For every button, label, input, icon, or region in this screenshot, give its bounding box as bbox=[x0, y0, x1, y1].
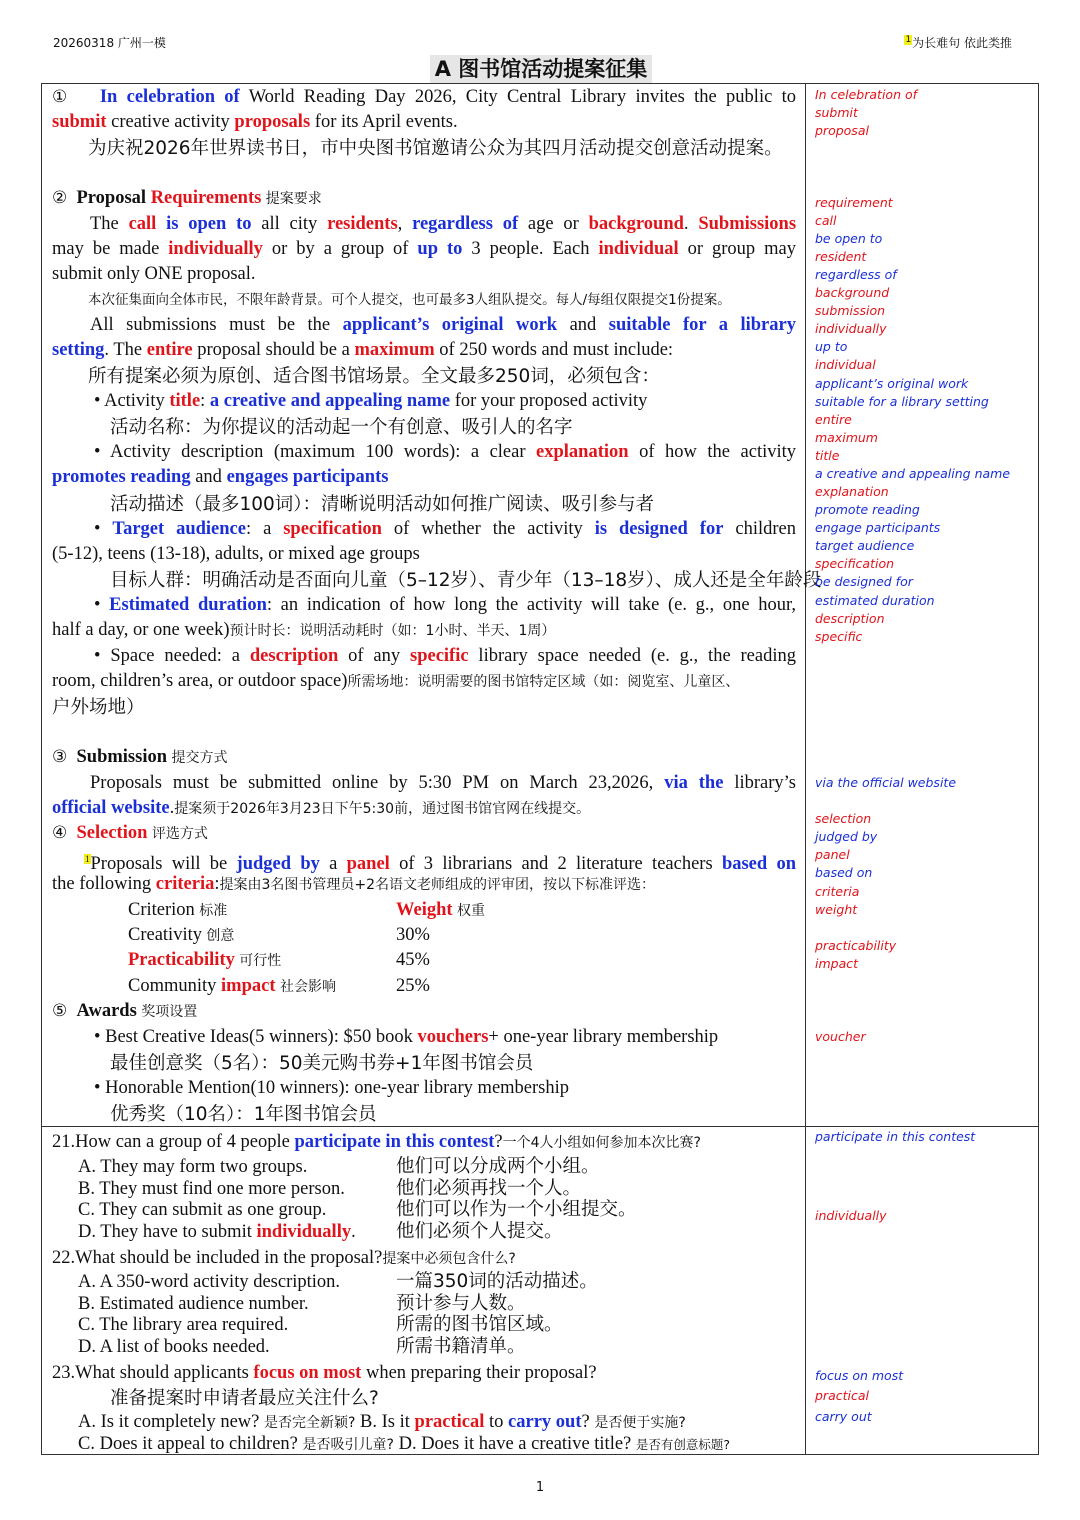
text: 22.What should be included in the proposal? bbox=[52, 1248, 383, 1268]
text: + one-year library membership bbox=[488, 1027, 719, 1047]
vocab-note: weight bbox=[815, 902, 858, 917]
vocab-note: resident bbox=[815, 249, 867, 264]
vocab-note: carry out bbox=[815, 1409, 872, 1424]
s1-translation: 为庆祝2026年世界读书日，市中央图书馆邀请公众为其四月活动提交创意活动提案。 bbox=[88, 138, 783, 159]
text: to bbox=[484, 1412, 509, 1432]
vocab-note: maximum bbox=[815, 430, 878, 445]
vocab-note: voucher bbox=[815, 1029, 866, 1044]
term: Estimated duration bbox=[109, 595, 267, 615]
text: 标准 bbox=[194, 903, 228, 919]
criteria-weight: 45% bbox=[396, 950, 430, 970]
vocab-note: In celebration of bbox=[815, 87, 918, 102]
vocab-note: via the official website bbox=[815, 775, 957, 790]
page-number: 1 bbox=[535, 1480, 545, 1495]
vocab-note: explanation bbox=[815, 484, 889, 499]
bullet-space bbox=[94, 644, 796, 669]
vocab-note: up to bbox=[815, 339, 848, 354]
criteria-weight: 30% bbox=[396, 925, 430, 945]
vocab-note: participate in this contest bbox=[815, 1129, 976, 1144]
term: is open to bbox=[166, 214, 252, 234]
text: D. Does it have a creative title? bbox=[393, 1434, 636, 1454]
text: • bbox=[94, 519, 113, 539]
term: criteria bbox=[155, 874, 215, 894]
vocab-note: target audience bbox=[815, 538, 915, 553]
vocab-note: specification bbox=[815, 556, 895, 571]
criteria-row bbox=[128, 974, 336, 1000]
term: title bbox=[169, 391, 201, 411]
vocab-note: practical bbox=[815, 1388, 869, 1403]
text: 权重 bbox=[452, 903, 485, 919]
vocab-note: engage participants bbox=[815, 520, 941, 535]
s2-line5 bbox=[52, 338, 673, 363]
text: for your proposed activity bbox=[450, 391, 648, 411]
option-21c: C. They can submit as one group. bbox=[78, 1200, 327, 1220]
option-22b-translation: 预计参与人数。 bbox=[396, 1293, 526, 1314]
term: is designed for bbox=[594, 519, 724, 539]
vocab-note: individually bbox=[815, 321, 887, 336]
question-23-translation: 准备提案时申请者最应关注什么? bbox=[110, 1388, 379, 1409]
text: • bbox=[94, 595, 110, 615]
text: when preparing their proposal? bbox=[361, 1363, 597, 1383]
text: . bbox=[683, 214, 699, 234]
term: judged by bbox=[236, 854, 320, 875]
term: focus on most bbox=[253, 1363, 362, 1383]
text: 预计时长：说明活动耗时（如：1小时、半天、1周） bbox=[229, 623, 556, 639]
bullet-title-translation: 活动名称：为你提议的活动起一个有创意、吸引人的名字 bbox=[110, 417, 573, 438]
text: • Activity bbox=[94, 391, 170, 411]
vocab-note: focus on most bbox=[815, 1368, 904, 1383]
text: a bbox=[319, 854, 347, 875]
highlight-mark: 1 bbox=[85, 854, 90, 864]
vocab-note: submit bbox=[815, 105, 858, 120]
vocab-note: selection bbox=[815, 811, 872, 826]
term: official website bbox=[52, 798, 170, 818]
term: specification bbox=[283, 519, 382, 539]
text: the following bbox=[52, 874, 156, 894]
text: 提案中必须包含什么? bbox=[382, 1251, 516, 1267]
term: maximum bbox=[354, 340, 435, 360]
term: based on bbox=[721, 854, 796, 875]
vocab-note: judged by bbox=[815, 829, 878, 844]
s2-translation1: 本次征集面向全体市民，不限年龄背景。可个人提交，也可最多3人组队提交。每人/每组仅限提交1份提案。 bbox=[88, 292, 731, 308]
text: 是否有创意标题? bbox=[635, 1437, 731, 1452]
option-21c-translation: 他们可以作为一个小组提交。 bbox=[396, 1199, 637, 1220]
term: background bbox=[588, 214, 684, 234]
s2-translation2: 所有提案必须为原创、适合图书馆场景。全文最多250词，必须包含： bbox=[88, 366, 660, 387]
text: 评选方式 bbox=[147, 826, 208, 842]
bullet-space-line2 bbox=[52, 669, 739, 695]
vocab-note: title bbox=[815, 448, 840, 463]
text: : a bbox=[245, 519, 284, 539]
text: : bbox=[200, 391, 210, 411]
criteria-row bbox=[128, 923, 234, 949]
vocab-note: be designed for bbox=[815, 574, 913, 589]
term: vouchers bbox=[417, 1027, 489, 1047]
bullet-audience bbox=[94, 517, 796, 542]
term: residents bbox=[327, 214, 398, 234]
text: 提交方式 bbox=[167, 750, 228, 766]
section-number: ② bbox=[52, 188, 68, 208]
text: 是否吸引儿童? bbox=[302, 1437, 394, 1453]
text: Proposals will be bbox=[90, 854, 237, 875]
question-22 bbox=[52, 1246, 516, 1272]
highlight-mark: 1 bbox=[905, 35, 912, 45]
term: setting bbox=[52, 340, 105, 360]
text: 是否便于实施? bbox=[594, 1415, 686, 1431]
option-22d-translation: 所需书籍清单。 bbox=[396, 1336, 526, 1357]
option-22b: B. Estimated audience number. bbox=[78, 1294, 309, 1314]
text: C. Does it appeal to children? bbox=[78, 1434, 303, 1454]
text: of how the activity bbox=[628, 442, 797, 462]
text: ? bbox=[494, 1132, 503, 1152]
text: half a day, or one week) bbox=[52, 620, 230, 640]
section-number: ④ bbox=[52, 823, 68, 843]
text: or by a group of bbox=[262, 239, 418, 259]
text: of 3 librarians and 2 literature teachers bbox=[389, 854, 722, 875]
text: 可行性 bbox=[234, 953, 282, 969]
section-number: ⑤ bbox=[52, 1001, 68, 1021]
page-title: A 图书馆活动提案征集 bbox=[430, 55, 652, 83]
text: 提案须于2026年3月23日下午5:30前，通过图书馆官网在线提交。 bbox=[174, 801, 591, 817]
term: regardless of bbox=[412, 214, 519, 234]
term: suitable for a library bbox=[608, 315, 796, 335]
term: participate in this contest bbox=[294, 1132, 495, 1152]
text: 提案要求 bbox=[261, 191, 322, 207]
section-number: ③ bbox=[52, 747, 68, 767]
text: Creativity bbox=[128, 925, 202, 945]
vocab-note: entire bbox=[815, 412, 852, 427]
option-21b: B. They must find one more person. bbox=[78, 1179, 345, 1199]
text: 23.What should applicants bbox=[52, 1363, 254, 1383]
term: Target audience bbox=[112, 519, 246, 539]
vocab-note: regardless of bbox=[815, 267, 897, 282]
award-1 bbox=[94, 1025, 718, 1050]
option-21d-translation: 他们必须个人提交。 bbox=[396, 1221, 563, 1242]
s2-line1 bbox=[90, 212, 796, 237]
bullet-description-line2 bbox=[52, 465, 388, 490]
text: • Best Creative Ideas(5 winners): $50 book bbox=[94, 1027, 418, 1047]
term: Requirements bbox=[150, 188, 262, 208]
text: Submission bbox=[76, 747, 167, 767]
text: A. Is it completely new? bbox=[78, 1412, 264, 1432]
option-22a: A. A 350-word activity description. bbox=[78, 1272, 341, 1292]
term: carry out bbox=[508, 1412, 582, 1432]
s4-line2 bbox=[52, 872, 655, 898]
vocab-note: suitable for a library setting bbox=[815, 394, 989, 409]
award-2: • Honorable Mention(10 winners): one-year library membership bbox=[94, 1078, 570, 1098]
text: for its April events. bbox=[310, 112, 458, 132]
term: Practicability bbox=[128, 950, 235, 970]
text: 创意 bbox=[201, 928, 235, 944]
term: impact bbox=[221, 976, 276, 996]
s1-line2 bbox=[52, 110, 458, 135]
text: • Space needed: a bbox=[94, 646, 250, 666]
text: • Activity description (maximum 100 words): a clear bbox=[94, 442, 537, 462]
criteria-row bbox=[128, 898, 227, 924]
vocab-note: proposal bbox=[815, 123, 869, 138]
question-21 bbox=[52, 1130, 701, 1156]
vocab-note: based on bbox=[815, 865, 873, 880]
text: : an indication of how long the activity will take (e. g., one hour, bbox=[266, 595, 797, 615]
text: proposal should be a bbox=[192, 340, 355, 360]
term: call bbox=[128, 214, 157, 234]
text: creative activity bbox=[106, 112, 235, 132]
header-right-text: 为长难句 依此类推 bbox=[912, 36, 1012, 50]
text: all city bbox=[251, 214, 328, 234]
option-21b-translation: 他们必须再找一个人。 bbox=[396, 1178, 582, 1199]
text: of any bbox=[338, 646, 410, 666]
column-divider bbox=[805, 84, 806, 1454]
award-1-translation: 最佳创意奖（5名）：50美元购书券+1年图书馆会员 bbox=[110, 1053, 534, 1074]
bullet-description bbox=[94, 440, 796, 465]
text: 一个4人小组如何参加本次比赛? bbox=[502, 1135, 701, 1151]
option-21a: A. They may form two groups. bbox=[78, 1157, 308, 1177]
term: individual bbox=[598, 239, 679, 259]
term: description bbox=[249, 646, 339, 666]
text: Proposal bbox=[76, 188, 151, 208]
term: promotes reading bbox=[52, 467, 191, 487]
text: . The bbox=[104, 340, 147, 360]
bullet-title bbox=[94, 389, 647, 414]
vocab-note: individually bbox=[815, 1208, 887, 1223]
vocab-note: specific bbox=[815, 629, 863, 644]
s3-line1 bbox=[90, 771, 796, 796]
term: Weight bbox=[396, 900, 453, 920]
bullet-duration bbox=[94, 593, 796, 618]
s2-line2 bbox=[52, 237, 796, 262]
term: proposals bbox=[234, 112, 311, 132]
term: explanation bbox=[536, 442, 629, 462]
text: children bbox=[723, 519, 796, 539]
s2-line4 bbox=[90, 313, 796, 338]
bullet-audience-translation: 目标人群：明确活动是否面向儿童（5–12岁）、青少年（13–18岁）、成人还是全年龄段 bbox=[110, 570, 822, 591]
term: a creative and appealing name bbox=[209, 391, 451, 411]
text: and bbox=[190, 467, 227, 487]
bullet-duration-line2 bbox=[52, 618, 555, 644]
header-left: 20260318 广州一模 bbox=[53, 36, 166, 50]
vocab-note: requirement bbox=[815, 195, 893, 210]
vocab-note: practicability bbox=[815, 938, 897, 953]
criteria-row bbox=[128, 948, 281, 974]
text: library space needed (e. g., the reading bbox=[468, 646, 796, 666]
text: or group may bbox=[678, 239, 796, 259]
s3-heading bbox=[52, 745, 227, 771]
vocab-note: applicant’s original work bbox=[815, 376, 969, 391]
term: via the bbox=[664, 773, 724, 793]
bullet-space-line3: 户外场地） bbox=[52, 697, 145, 718]
text: , bbox=[397, 214, 413, 234]
vocab-note: panel bbox=[815, 847, 850, 862]
text: Proposals must be submitted online by 5:30 PM on March 23,2026, bbox=[90, 773, 665, 793]
vocab-note: individual bbox=[815, 357, 876, 372]
text: World Reading Day 2026, City Central Library invites the public to bbox=[239, 87, 796, 107]
vocab-note: impact bbox=[815, 956, 859, 971]
term: panel bbox=[346, 854, 390, 875]
text: B. Is it bbox=[355, 1412, 415, 1432]
option-22d: D. A list of books needed. bbox=[78, 1337, 270, 1357]
vocab-note: submission bbox=[815, 303, 886, 318]
text: . bbox=[169, 798, 175, 818]
s3-line2 bbox=[52, 796, 590, 822]
term: entire bbox=[146, 340, 193, 360]
s2-heading bbox=[52, 186, 322, 212]
text: Criterion bbox=[128, 900, 195, 920]
text: : bbox=[214, 874, 220, 894]
option-23ab bbox=[78, 1411, 686, 1434]
term: Submissions bbox=[698, 214, 797, 234]
content-table bbox=[41, 83, 1039, 1455]
term: individually bbox=[256, 1222, 352, 1242]
s1-line1 bbox=[52, 85, 796, 110]
s2-line3: submit only ONE proposal. bbox=[52, 264, 256, 284]
vocab-note: a creative and appealing name bbox=[815, 466, 1011, 481]
text: ? bbox=[581, 1412, 595, 1432]
bullet-description-translation: 活动描述（最多100词）：清晰说明活动如何推广阅读、吸引参与者 bbox=[110, 494, 655, 515]
text: 奖项设置 bbox=[136, 1004, 198, 1020]
text: Community bbox=[128, 976, 222, 996]
header-right bbox=[904, 34, 1012, 51]
option-22a-translation: 一篇350词的活动描述。 bbox=[396, 1271, 598, 1292]
text: age or bbox=[518, 214, 589, 234]
section-number: ① bbox=[52, 87, 72, 107]
term: In celebration of bbox=[99, 87, 240, 107]
text: D. They have to submit bbox=[78, 1222, 257, 1242]
text: 所需场地：说明需要的图书馆特定区域（如：阅览室、儿童区、 bbox=[347, 674, 740, 690]
term: Selection bbox=[76, 823, 148, 843]
text: may be made bbox=[52, 239, 169, 259]
text bbox=[156, 214, 166, 234]
text: of whether the activity bbox=[381, 519, 595, 539]
text: All submissions must be the bbox=[90, 315, 343, 335]
award-2-translation: 优秀奖（10名）：1年图书馆会员 bbox=[110, 1104, 377, 1125]
s4-heading bbox=[52, 821, 208, 847]
criteria-weight: 25% bbox=[396, 976, 430, 996]
vocab-note: description bbox=[815, 611, 885, 626]
text: Awards bbox=[76, 1001, 137, 1021]
question-23 bbox=[52, 1361, 597, 1386]
text: 是否完全新颖? bbox=[263, 1415, 356, 1431]
vocab-note: promote reading bbox=[815, 502, 920, 517]
term: individually bbox=[168, 239, 263, 259]
bullet-audience-line2: (5-12), teens (13-18), adults, or mixed age groups bbox=[52, 544, 420, 564]
text: library’s bbox=[723, 773, 796, 793]
text: 社会影响 bbox=[275, 979, 336, 995]
vocab-note: call bbox=[815, 213, 837, 228]
option-22c-translation: 所需的图书馆区域。 bbox=[396, 1314, 563, 1335]
option-21d bbox=[78, 1221, 356, 1243]
text: 提案由3名图书管理员+2名语文老师组成的评审团，按以下标准评选： bbox=[219, 877, 656, 893]
vocab-note: background bbox=[815, 285, 890, 300]
term: applicant’s original work bbox=[342, 315, 558, 335]
text: and bbox=[557, 315, 609, 335]
text: 3 people. Each bbox=[462, 239, 599, 259]
text: of 250 words and must include: bbox=[434, 340, 674, 360]
vocab-note: criteria bbox=[815, 884, 860, 899]
text: room, children’s area, or outdoor space) bbox=[52, 671, 348, 691]
vocab-note: estimated duration bbox=[815, 593, 935, 608]
text: 21.How can a group of 4 people bbox=[52, 1132, 295, 1152]
text: The bbox=[90, 214, 129, 234]
term: practical bbox=[414, 1412, 485, 1432]
text: . bbox=[351, 1222, 356, 1242]
term: engages participants bbox=[226, 467, 389, 487]
term: submit bbox=[52, 112, 107, 132]
vocab-note: be open to bbox=[815, 231, 883, 246]
s5-heading bbox=[52, 999, 197, 1025]
criteria-weight bbox=[396, 898, 485, 924]
option-23cd bbox=[78, 1433, 730, 1456]
option-21a-translation: 他们可以分成两个小组。 bbox=[396, 1156, 600, 1177]
term: specific bbox=[410, 646, 469, 666]
option-22c: C. The library area required. bbox=[78, 1315, 289, 1335]
term: up to bbox=[417, 239, 463, 259]
